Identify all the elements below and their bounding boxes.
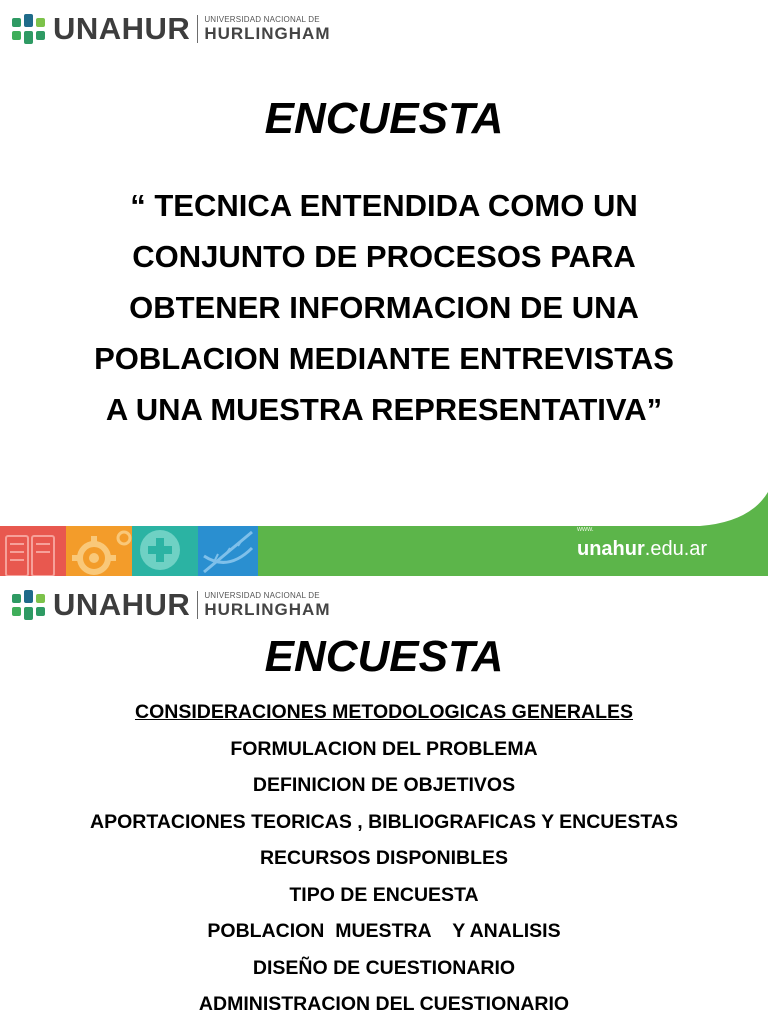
footer-domain-bold: unahur [577, 538, 645, 560]
logo-subtitle-big: HURLINGHAM [204, 600, 331, 619]
list-item: APORTACIONES TEORICAS , BIBLIOGRAFICAS Y ENCUESTAS [90, 810, 678, 833]
logo-subtitle-small: UNIVERSIDAD NACIONAL DE [204, 15, 320, 24]
list-item: ADMINISTRACION DEL CUESTIONARIO [198, 993, 570, 1015]
unahur-mark-icon [12, 14, 48, 44]
unahur-logo [12, 11, 331, 46]
dna-icon [198, 526, 258, 576]
logo-subtitle-big: HURLINGHAM [204, 24, 331, 43]
list-heading: CONSIDERACIONES METODOLOGICAS GENERALES [134, 701, 634, 723]
footer-domain-rest: .edu.ar [644, 538, 708, 560]
logo-separator [197, 591, 198, 619]
list-item: DISEÑO DE CUESTIONARIO [252, 956, 516, 979]
quote-line: OBTENER INFORMACION DE UNA [129, 290, 639, 325]
quote-line: POBLACION MEDIANTE ENTREVISTAS [94, 341, 674, 376]
list-item: TIPO DE ENCUESTA [289, 883, 479, 906]
quote-line: CONJUNTO DE PROCESOS PARA [132, 239, 636, 274]
footer-www: www. [577, 526, 594, 533]
slide-title: ENCUESTA [264, 94, 504, 143]
footer-website [577, 526, 708, 562]
logo-subtitle [204, 591, 330, 619]
books-icon [0, 526, 66, 576]
logo-wordmark: UNAHUR [53, 587, 191, 622]
unahur-logo [12, 587, 331, 622]
gear-icon [66, 526, 132, 576]
unahur-mark-icon [12, 590, 48, 620]
quote-line: A UNA MUESTRA REPRESENTATIVA” [105, 392, 663, 427]
list-item: FORMULACION DEL PROBLEMA [230, 737, 538, 760]
slide-2 [0, 576, 768, 1024]
logo-separator [197, 15, 198, 43]
logo-wordmark: UNAHUR [53, 11, 191, 46]
quote-line: “ TECNICA ENTENDIDA COMO UN [130, 188, 638, 223]
list-item: POBLACION MUESTRA Y ANALISIS [207, 920, 561, 942]
slide-title: ENCUESTA [264, 632, 504, 681]
logo-subtitle [204, 15, 330, 43]
list-item: DEFINICION DE OBJETIVOS [252, 774, 516, 796]
list-item: RECURSOS DISPONIBLES [259, 847, 509, 869]
footer-domain [577, 538, 707, 560]
definition-quote [0, 180, 768, 435]
plus-icon [132, 526, 198, 576]
footer-band [0, 492, 768, 576]
logo-subtitle-small: UNIVERSIDAD NACIONAL DE [204, 591, 320, 600]
footer-green-wave [258, 492, 768, 576]
considerations-list [0, 694, 768, 1023]
